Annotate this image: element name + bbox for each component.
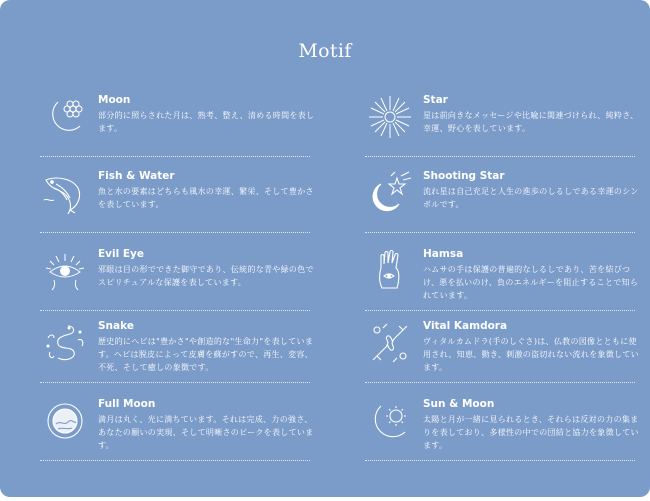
divider	[365, 156, 635, 157]
motif-name: Sun & Moon	[423, 398, 495, 410]
motif-item-fish-water	[42, 170, 314, 248]
motif-item-hamsa	[367, 248, 639, 326]
motif-item-snake	[42, 320, 314, 398]
divider	[365, 460, 635, 461]
motif-description: 星は前向きなメッセージや比喩に関連づけられ、純粋さ、幸運、野心を表しています。	[423, 111, 639, 133]
divider	[365, 310, 635, 311]
divider	[40, 460, 310, 461]
evil-eye-icon	[42, 248, 88, 294]
divider	[365, 232, 635, 233]
snake-icon	[42, 320, 88, 366]
motif-description: 邪眼は目の形でできた御守であり、伝統的な青や緑の色でスピリチュアルな保護を表しています。	[98, 265, 314, 287]
divider	[40, 382, 310, 383]
divider	[40, 310, 310, 311]
vital-kamdora-icon	[367, 320, 413, 366]
motif-name: Star	[423, 94, 448, 106]
motif-item-vital-kamdora	[367, 320, 639, 398]
divider	[40, 232, 310, 233]
crescent-moon-icon	[42, 94, 88, 140]
motif-item-evil-eye	[42, 248, 314, 326]
motif-description: 満月は丸く、光に満ちています。それは完成、力の強さ、あなたの願いの実現、そして明晰さのピークを表しています。	[98, 415, 314, 450]
motif-name: Vital Kamdora	[423, 320, 508, 332]
motif-name: Hamsa	[423, 248, 464, 260]
motif-description: ヴィタルカムドラ(手のしぐさ)は、仏教の図像とともに使用され、知恵、動き、刺激の盗切れない流れを象徴しています。	[423, 337, 639, 372]
hamsa-hand-icon	[367, 248, 413, 294]
page-title: Motif	[298, 40, 352, 62]
divider	[40, 156, 310, 157]
motif-description: 太陽と月が一緒に見られるとき、それらは反対の力の集まりを表しており、多様性の中での団結と協力を象徴しています。	[423, 415, 639, 450]
shooting-star-icon	[367, 170, 413, 216]
full-moon-icon	[42, 398, 88, 444]
sun-and-moon-icon	[367, 398, 413, 444]
motif-name: Moon	[98, 94, 131, 106]
motif-description: 流れ星は自己充足と人生の進歩のしるしである幸運のシンボルです。	[423, 187, 639, 209]
motif-item-shooting-star	[367, 170, 639, 248]
motif-description: 歴史的にヘビは"豊かさ"や創造的な"生命力"を表しています。ヘビは脱皮によって皮膚を蘇がすので、再生、変容、不死、そして癒しの象徴です。	[98, 337, 314, 372]
star-burst-icon	[367, 94, 413, 140]
motif-item-full-moon	[42, 398, 314, 476]
motif-name: Snake	[98, 320, 134, 332]
divider	[365, 382, 635, 383]
motif-description: ハムサの手は保護の普遍的なしるしであり、苦を結びつけ、悪を払いのけ、負のエネルギーを阻止することで知られています。	[423, 265, 639, 300]
motif-item-sun-moon	[367, 398, 639, 476]
motif-item-star	[367, 94, 639, 172]
motif-name: Evil Eye	[98, 248, 145, 260]
motif-description: 部分的に照らされた月は、熟考、整え、清める時間を表します。	[98, 111, 315, 133]
motif-name: Shooting Star	[423, 170, 505, 182]
motif-description: 魚と水の要素はどちらも風水の幸運、繁栄、そして豊かさを表しています。	[98, 187, 314, 209]
motif-name: Fish & Water	[98, 170, 175, 182]
motif-name: Full Moon	[98, 398, 156, 410]
fish-icon	[42, 170, 88, 216]
motif-item-moon	[42, 94, 315, 172]
